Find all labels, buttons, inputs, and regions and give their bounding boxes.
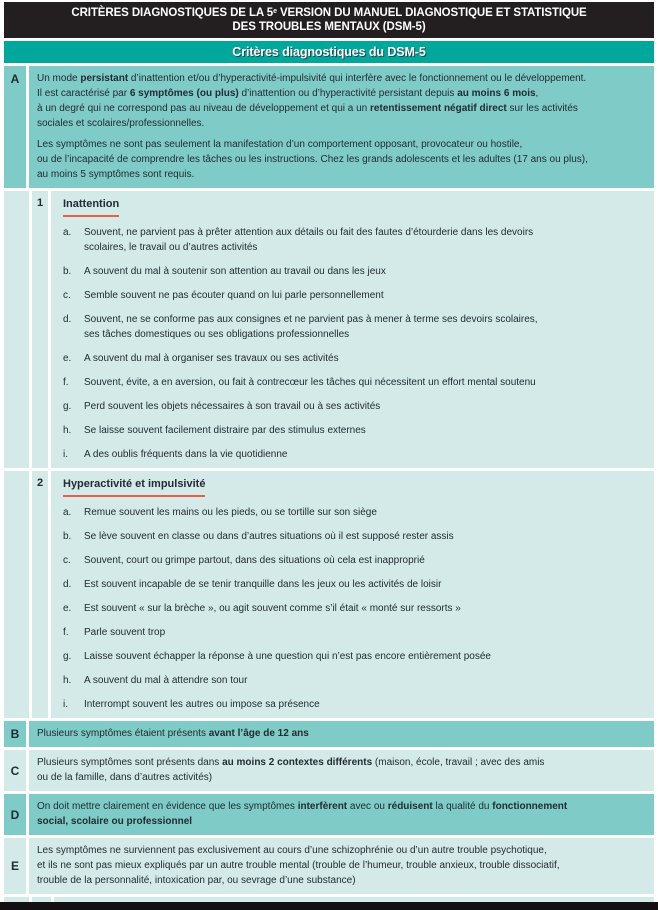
item-letter: e. — [63, 353, 72, 364]
item-letter: g. — [63, 651, 72, 662]
criterion-item — [63, 225, 646, 255]
item-letter: a. — [63, 227, 72, 238]
item-text: Semble souvent ne pas écouter quand on lui parle personnellement — [84, 290, 384, 301]
group-2-content — [51, 471, 654, 718]
group-2-items — [63, 505, 646, 712]
item-text: A souvent du mal à organiser ses travaux ou ses activités — [84, 353, 339, 364]
group-2-title: Hyperactivité et impulsivité — [63, 477, 205, 497]
criterion-item — [63, 264, 646, 279]
item-text: Remue souvent les mains ou les pieds, ou se tortille sur son siège — [84, 507, 377, 518]
item-letter: c. — [63, 555, 71, 566]
criterion-item — [63, 423, 646, 438]
criterion-item — [63, 505, 646, 520]
item-text: A souvent du mal à attendre son tour — [84, 675, 248, 686]
criterion-item — [63, 673, 646, 688]
criterion-item — [63, 649, 646, 664]
item-letter: e. — [63, 603, 72, 614]
item-text: Laisse souvent échapper la réponse à une question qui n’est pas encore entièrement posée — [84, 651, 491, 662]
item-letter: c. — [63, 290, 71, 301]
group-1-items — [63, 225, 646, 462]
group-2-number: 2 — [32, 471, 51, 718]
item-text: Se lève souvent en classe ou dans d’autres situations où il est supposé rester assis — [84, 531, 454, 542]
item-letter: d. — [63, 314, 72, 325]
group-1-number: 1 — [32, 191, 51, 468]
criterion-a-spacer-column — [4, 471, 32, 718]
criterion-item — [63, 351, 646, 366]
criterion-item — [63, 625, 646, 640]
item-text: Est souvent « sur la brèche », ou agit souvent comme s’il était « monté sur ressorts » — [84, 603, 461, 614]
item-letter: b. — [63, 266, 72, 277]
item-text: Souvent, court ou grimpe partout, dans des situations où cela est inapproprié — [84, 555, 425, 566]
item-letter: g. — [63, 401, 72, 412]
criterion-d-text: On doit mettre clairement en évidence que les symptômes interfèrent avec ou réduisent la qualité du fonctionnement social, scolaire ou professionnel — [37, 801, 568, 827]
item-letter: a. — [63, 507, 72, 518]
table-subtitle-bar — [4, 41, 654, 63]
criterion-item — [63, 553, 646, 568]
criterion-e-label: E — [4, 838, 29, 894]
item-text: Interrompt souvent les autres ou impose sa présence — [84, 699, 320, 710]
item-text: Parle souvent trop — [84, 627, 166, 638]
item-text: Souvent, ne se conforme pas aux consignes et ne parvient pas à mener à terme ses devoirs scolaires, ses tâches domestiques ou ses obligations professionnelles — [84, 314, 538, 340]
criterion-item — [63, 577, 646, 592]
criterion-d-label: D — [4, 794, 29, 835]
table-subtitle: Critères diagnostiques du DSM-5 — [232, 45, 426, 59]
item-letter: i. — [63, 699, 68, 710]
symptom-group-inattention — [4, 191, 654, 468]
criterion-b-label: B — [4, 721, 29, 747]
criterion-row-d — [4, 794, 654, 835]
item-letter: b. — [63, 531, 72, 542]
cutoff-bottom-bar — [0, 902, 658, 910]
criterion-item — [63, 529, 646, 544]
item-text: A souvent du mal à soutenir son attention au travail ou dans les jeux — [84, 266, 386, 277]
item-text: Souvent, ne parvient pas à prêter attention aux détails ou fait des fautes d’étourderie dans les devoirs scolaires, le travail ou d’autres activités — [84, 227, 534, 253]
criterion-item — [63, 697, 646, 712]
criterion-a-paragraph-2: Les symptômes ne sont pas seulement la manifestation d’un comportement opposant, provocateur ou hostile, ou de l’incapacité de comprendre les tâches ou les instructions. Chez les grands adolescents et les adultes (17 ans ou plus), au moins 5 symptômes sont requis. — [37, 139, 588, 180]
item-letter: f. — [63, 627, 69, 638]
criterion-c-label: C — [4, 750, 29, 791]
criterion-a-text — [29, 66, 654, 188]
grid-divider — [29, 897, 32, 902]
table-title: CRITÈRES DIAGNOSTIQUES DE LA 5e VERSION DU MANUEL DIAGNOSTIQUE ET STATISTIQUE DES TROUBLES MENTAUX (DSM-5) — [71, 7, 587, 33]
criterion-b-text: Plusieurs symptômes étaient présents avant l’âge de 12 ans — [37, 728, 309, 739]
symptom-group-hyperactivity — [4, 471, 654, 718]
group-1-content — [51, 191, 654, 468]
criterion-row-c — [4, 750, 654, 791]
cutoff-next-row-strip — [4, 897, 654, 902]
criterion-item — [63, 375, 646, 390]
item-text: Se laisse souvent facilement distraire par des stimulus externes — [84, 425, 366, 436]
criterion-item — [63, 447, 646, 462]
group-1-title: Inattention — [63, 197, 119, 217]
criterion-e-text: Les symptômes ne surviennent pas exclusivement au cours d’une schizophrénie ou d’un autre trouble psychotique, et ils ne sont pas mieux expliqués par un autre trouble mental (trouble de l’humeur, trouble anxieux, trouble dissociatif, trouble de la personnalité, intoxication par, ou sevrage d’une substance) — [37, 845, 560, 886]
criterion-row-a — [4, 66, 654, 188]
item-text: Perd souvent les objets nécessaires à son travail ou à ses activités — [84, 401, 381, 412]
item-letter: h. — [63, 425, 72, 436]
item-text: A des oublis fréquents dans la vie quotidienne — [84, 449, 288, 460]
criterion-item — [63, 312, 646, 342]
table-title-bar — [4, 2, 654, 38]
item-letter: d. — [63, 579, 72, 590]
item-text: Est souvent incapable de se tenir tranquille dans les jeux ou les activités de loisir — [84, 579, 442, 590]
criterion-a-spacer-column — [4, 191, 32, 468]
criterion-item — [63, 399, 646, 414]
item-letter: f. — [63, 377, 69, 388]
item-letter: i. — [63, 449, 68, 460]
item-letter: h. — [63, 675, 72, 686]
grid-divider — [51, 897, 54, 902]
item-text: Souvent, évite, a en aversion, ou fait à contrecœur les tâches qui nécessitent un effort mental soutenu — [84, 377, 536, 388]
criterion-c-text: Plusieurs symptômes sont présents dans au moins 2 contextes différents (maison, école, travail ; avec des amis ou de la famille, dans d’autres activités) — [37, 757, 545, 783]
criterion-a-paragraph-1: Un mode persistant d’inattention et/ou d’hyperactivité-impulsivité qui interfère avec le fonctionnement ou le développement. Il est caractérisé par 6 symptômes (ou plus) d’inattention ou d’hyperactivité persistant depuis au moins 6 mois, à un degré qui ne correspond pas au niveau de développement et qui a un retentissement négatif direct sur les activités sociales et scolaires/professionnelles. — [37, 73, 587, 129]
criterion-row-b — [4, 721, 654, 747]
criterion-row-e — [4, 838, 654, 894]
criterion-item — [63, 601, 646, 616]
criterion-item — [63, 288, 646, 303]
criterion-a-label: A — [4, 66, 29, 188]
